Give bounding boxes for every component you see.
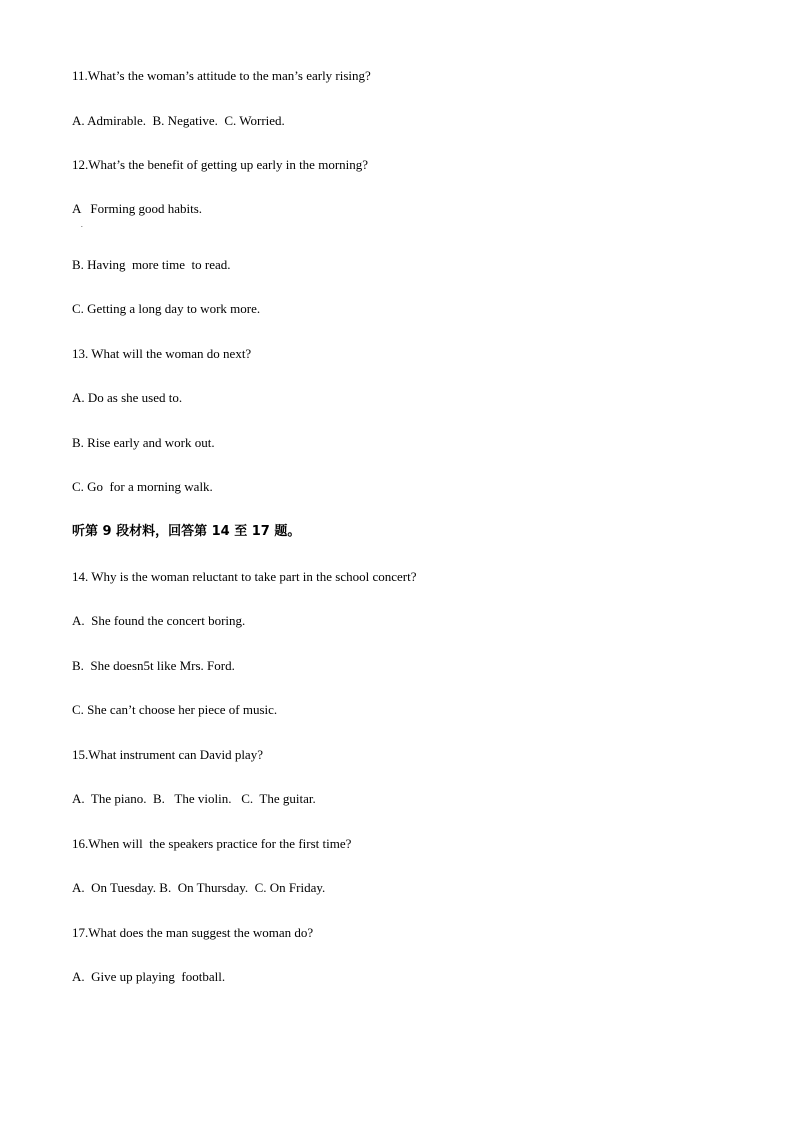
options-11: A. Admirable. B. Negative. C. Worried. bbox=[72, 113, 285, 128]
option-12a: A Forming good habits. bbox=[72, 201, 203, 216]
question-14: 14. Why is the woman reluctant to take part in the school concert? bbox=[72, 569, 417, 584]
section-heading: 听第 9 段材料，回答第 14 至 17 题。 bbox=[72, 524, 301, 539]
option-17a: A. Give up playing football. bbox=[72, 969, 226, 984]
option-13c: C. Go for a morning walk. bbox=[72, 479, 213, 494]
question-13: 13. What will the woman do next? bbox=[72, 346, 252, 361]
question-15: 15.What instrument can David play? bbox=[72, 747, 263, 762]
question-11: 11.What’s the woman’s attitude to the man’s early rising? bbox=[72, 68, 371, 83]
options-15: A. The piano. B. The violin. C. The guitar. bbox=[72, 791, 316, 806]
option-12c: C. Getting a long day to work more. bbox=[72, 301, 261, 316]
question-12: 12.What’s the benefit of getting up early in the morning? bbox=[72, 157, 369, 172]
option-14b: B. She doesn5t like Mrs. Ford. bbox=[72, 658, 235, 673]
options-16: A. On Tuesday. B. On Thursday. C. On Friday. bbox=[72, 880, 326, 895]
option-13b: B. Rise early and work out. bbox=[72, 435, 215, 450]
option-13a: A. Do as she used to. bbox=[72, 390, 183, 405]
stray-dot-mark: . bbox=[81, 221, 83, 229]
option-12b: B. Having more time to read. bbox=[72, 257, 231, 272]
question-17: 17.What does the man suggest the woman do? bbox=[72, 925, 314, 940]
question-16: 16.When will the speakers practice for the first time? bbox=[72, 836, 352, 851]
option-14c: C. She can’t choose her piece of music. bbox=[72, 702, 278, 717]
option-14a: A. She found the concert boring. bbox=[72, 613, 246, 628]
